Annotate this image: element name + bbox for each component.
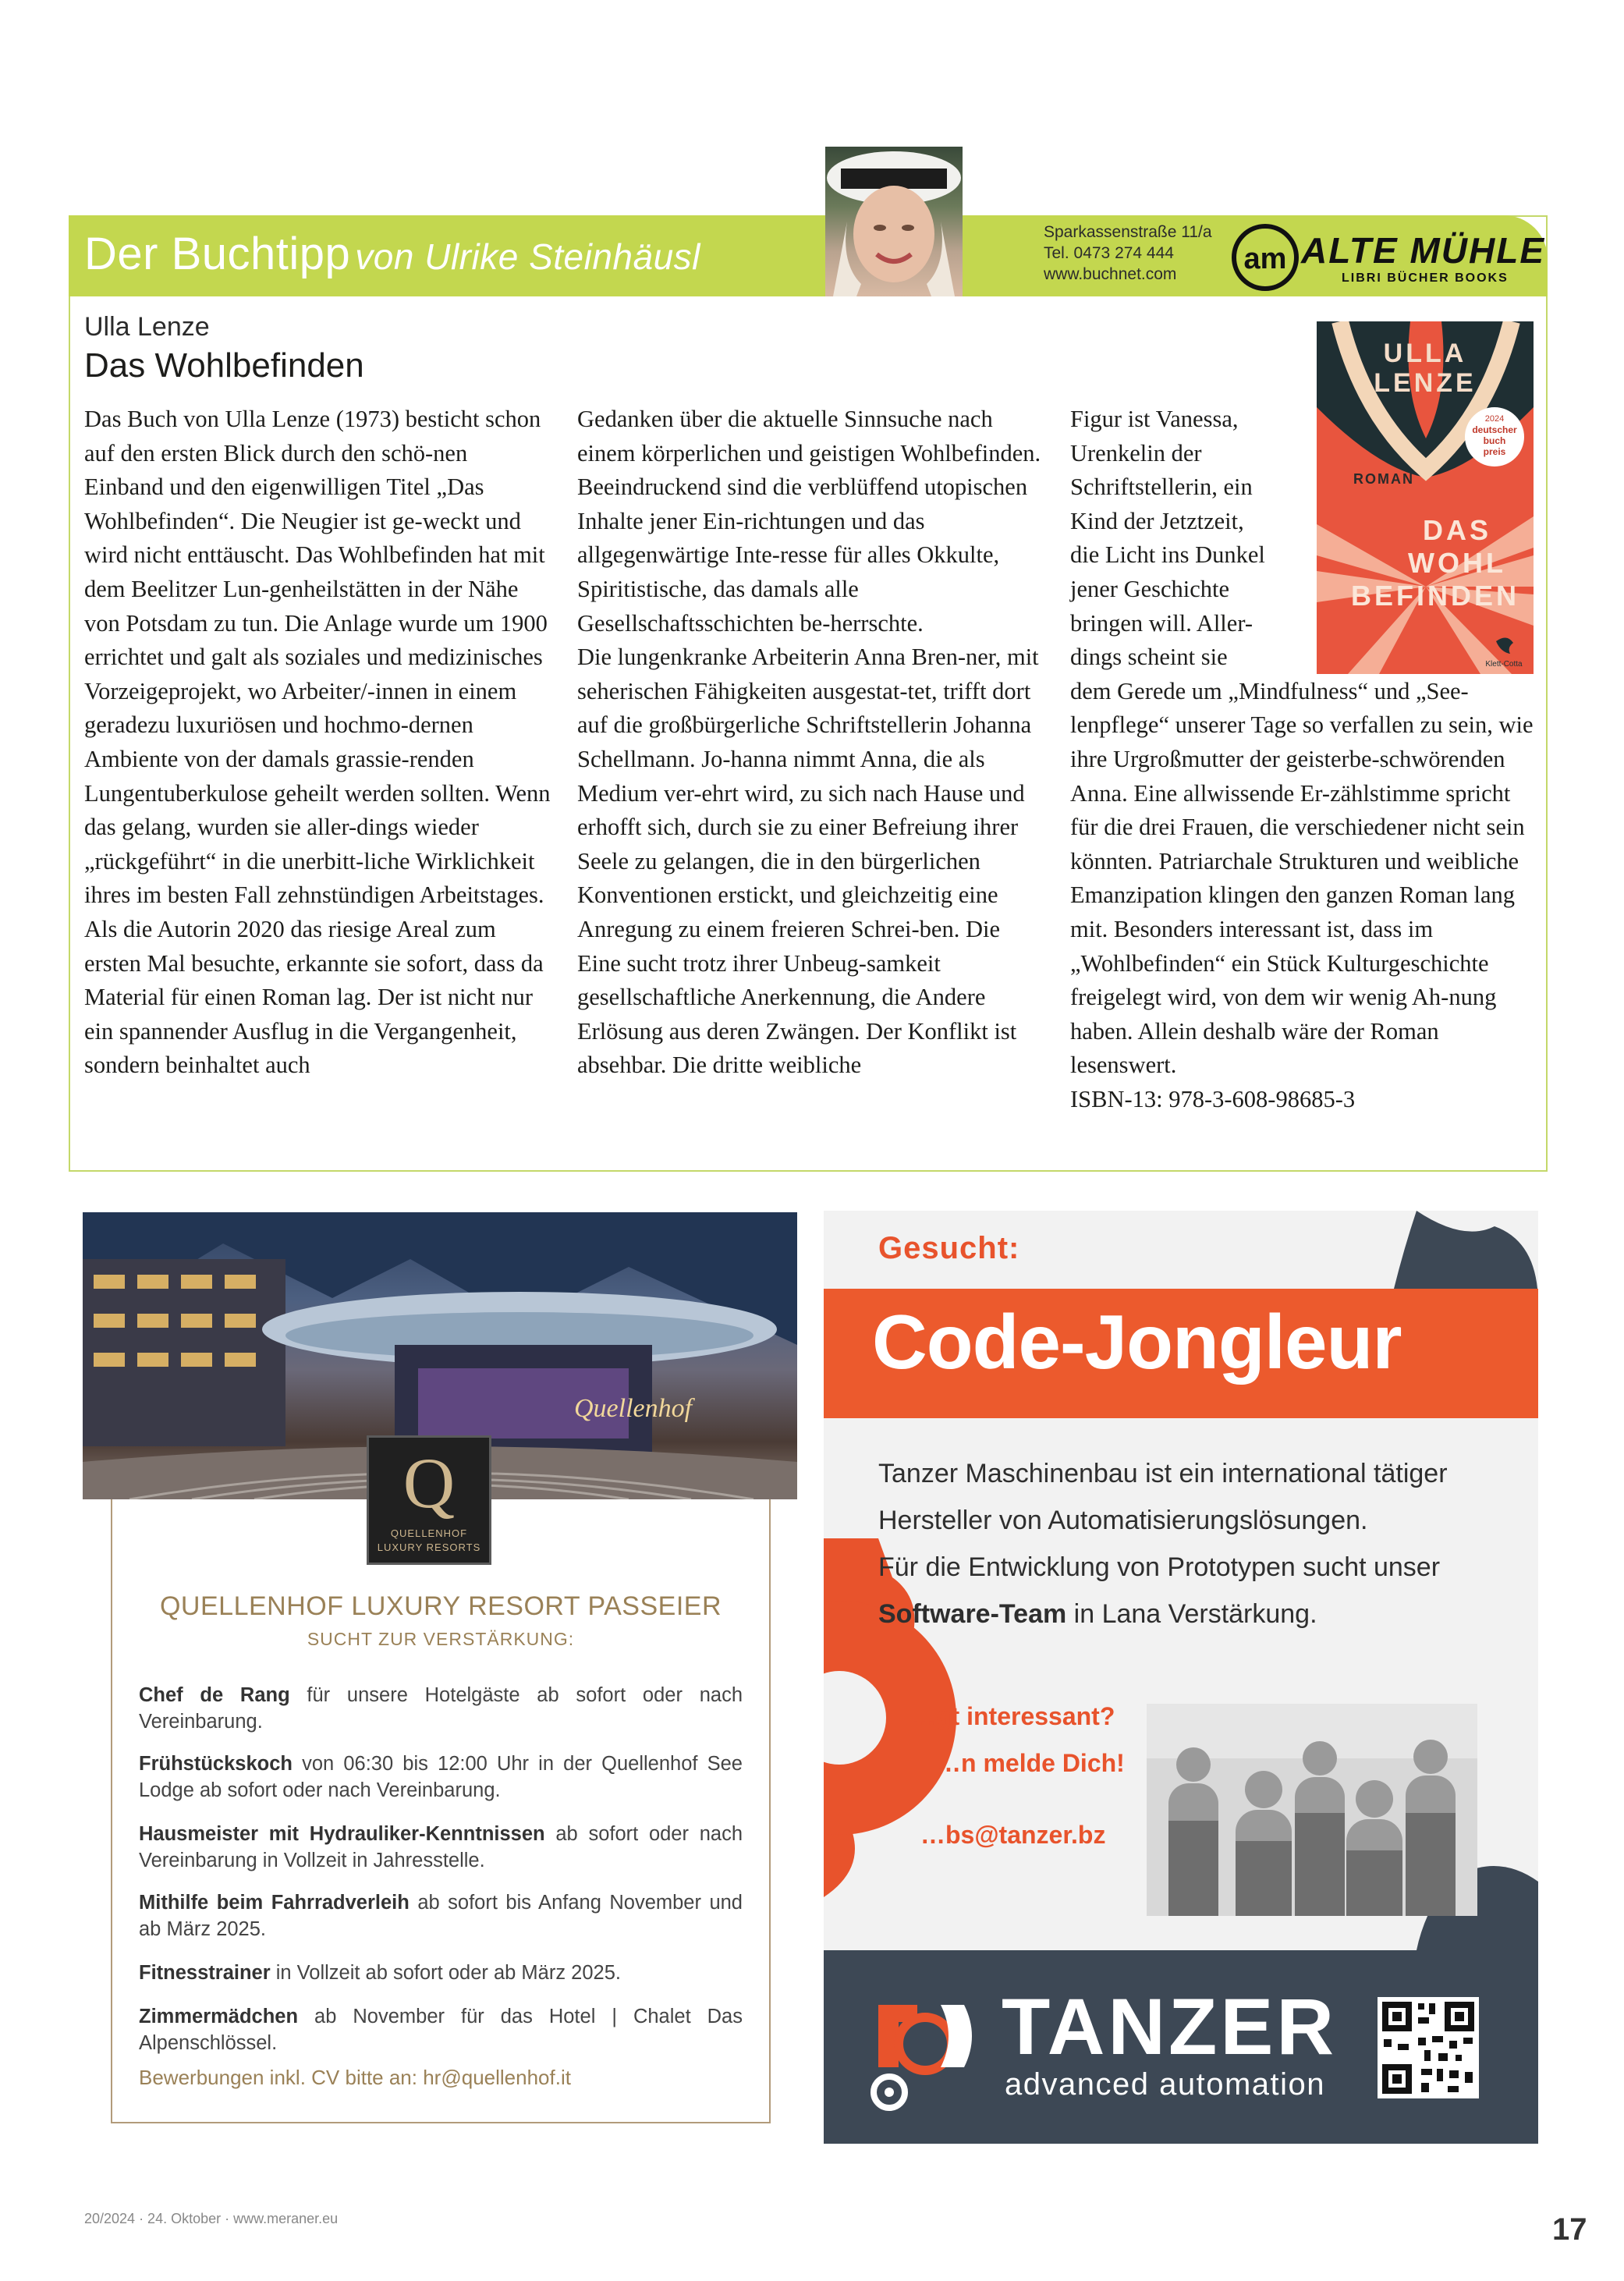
buchtipp-title-main: Der Buchtipp (84, 229, 351, 279)
cover-publisher: Klett-Cotta (1485, 660, 1523, 669)
review-paragraph: Gedanken über die aktuelle Sinnsuche nach einem körperlichen und geistigen Wohlbefinden. Beeindruckend sind die verblüffend utopischen Inhalte jener Ein-richtungen und das allgegenwärtige Inte-resse für alles Okkulte, Spiritistische, das damals alle Gesellschaftsschichten be-herrschte. (577, 406, 1041, 637)
job-role: Hausmeister mit Hydrauliker-Kenntnissen (139, 1823, 545, 1845)
review-line: die Licht ins Dunkel (1070, 541, 1265, 569)
tanzer-body-line: Tanzer Maschinenbau ist ein international tätiger (878, 1459, 1448, 1488)
review-paragraph: Die lungenkranke Arbeiterin Anna Bren-ner, mit seherischen Fähigkeiten ausgestat-tet, trifft dort auf die großbürgerliche Schriftstellerin Johanna Schellmann. Jo-hanna nimmt Anna, die als Medium ver-ehrt wird, zu sich nach Hause und erhofft sich, durch sie zu einer Befreiung ihrer Seele zu gelangen, die in den bürgerlichen Konventionen erstickt, und gleichzeitig eine Anregung zu einem freieren Schrei-ben. Die Eine sucht trotz ihrer Unbeug-samkeit gesellschaftliche Anerkennung, die Andere Erlösung aus deren Zwängen. Der Konflikt ist absehbar. Die dritte weibliche (577, 644, 1039, 1079)
reviewer-portrait-illustration (825, 147, 963, 296)
quellenhof-apply-email[interactable]: Bewerbungen inkl. CV bitte an: hr@quellenhof.it (139, 2066, 571, 2089)
job-role: Fitnesstrainer (139, 1962, 271, 1984)
tanzer-body-line: Für die Entwicklung von Prototypen sucht unser (878, 1552, 1441, 1582)
hotel-sign: Quellenhof (574, 1394, 693, 1423)
review-paragraph: dem Gerede um „Mindfulness“ und „See-lenpflege“ unserer Tage so verfallen zu sein, wie ihre Urgroßmutter der geisterbe-schwörenden Anna. Eine allwissende Er-zählstimme spricht für die drei Frauen, die verschiedener nicht sein könnten. Patriarchale Strukturen und weibliche Emanzipation klingen den ganzen Roman lang mit. Besonders interessant ist, dass im „Wohlbefinden“ ein Stück Kulturgeschichte freigelegt wird, von dem wir wenig Ah-nung haben. Allein deshalb wäre der Roman lesenswert. (1070, 677, 1534, 1079)
logo-mark: am (1243, 243, 1287, 275)
team-photo-illustration (1147, 1704, 1477, 1916)
qr-code-icon[interactable] (1378, 1997, 1479, 2098)
job-role: Zimmermädchen (139, 2006, 299, 2027)
shop-address-street: Sparkassenstraße 11/a (1044, 223, 1212, 241)
tanzer-cta-contact: …n melde Dich! (936, 1749, 1125, 1777)
job-listing (139, 1889, 743, 1942)
cover-title-line3: BEFINDEN (1350, 580, 1520, 612)
page-footer-issue: 20/2024 · 24. Oktober · www.meraner.eu (84, 2211, 339, 2226)
review-paragraph: Als die Autorin 2020 das riesige Areal zum ersten Mal besuchte, erkannte sie sofort, dass da Material für einen Roman lag. Der ist nicht nur ein spannender Ausflug in die Vergangenheit, sondern beinhaltet auch (84, 915, 544, 1079)
review-line: dings scheint sie (1070, 644, 1228, 671)
cover-badge-line3: buch (1483, 435, 1506, 446)
cover-title-line2: WOHL (1408, 547, 1506, 579)
review-line: bringen will. Aller- (1070, 609, 1253, 637)
buchtipp-byline: von Ulrike Steinhäusl (355, 236, 700, 277)
review-column-1 (84, 403, 552, 1083)
review-paragraph: Das Buch von Ulla Lenze (1973) besticht schon auf den ersten Blick durch den schö-nen Einband und den eigenwilligen Titel „Das Wohlbefinden“. Die Neugier ist ge-weckt und wird nicht enttäuscht. Das Wohlbefinden hat mit dem Beelitzer Lun-genheilstätten in der Nähe von Potsdam zu tun. Die Anlage wurde um 1900 errichtet und galt als soziales und medizinisches Vorzeigeprojekt, wo Arbeiter/-innen in einem geradezu luxuriösen und hochmo-dernen Ambiente von der damals grassie-renden Lungentuberkulose geheilt werden sollten. Wenn das gelang, wurden sie aller-dings wieder „rückgeführt“ in die unerbitt-liche Wirklichkeit ihres im besten Fall zehnstündigen Arbeitstages. (84, 406, 551, 909)
shop-address-web[interactable]: www.buchnet.com (1044, 265, 1177, 283)
job-details: für unsere Hotelgäste ab sofort oder nach Vereinbarung. (139, 1684, 743, 1733)
reviewer-photo (825, 147, 963, 296)
review-line: Kind der Jetztzeit, (1070, 507, 1244, 534)
job-listing (139, 2003, 743, 2056)
tanzer-body-rest: in Lana Verstärkung. (1066, 1599, 1317, 1629)
quellenhof-title: QUELLENHOF LUXURY RESORT PASSEIER (159, 1591, 722, 1621)
job-role: Chef de Rang (139, 1684, 290, 1706)
shop-address-phone: Tel. 0473 274 444 (1044, 244, 1174, 262)
tanzer-cta-question: …gt interessant? (911, 1702, 1115, 1730)
cover-author-line1: ULLA (1383, 339, 1467, 368)
job-details: ab November für das Hotel | Chalet Das Alpenschlössel. (139, 2006, 743, 2054)
tanzer-headline: Code-Jongleur (872, 1299, 1402, 1385)
job-details: in Vollzeit ab sofort oder ab März 2025. (270, 1962, 621, 1984)
shop-name: ALTE MÜHLE (1301, 230, 1546, 271)
book-cover-art (1317, 321, 1534, 674)
tanzer-gesucht: Gesucht: (878, 1231, 1020, 1265)
review-line: Urenkelin der (1070, 439, 1202, 466)
job-listing (139, 1821, 743, 1874)
page-number: 17 (1552, 2212, 1587, 2247)
tanzer-brand: TANZER (1002, 1982, 1338, 2071)
cover-title-line1: DAS (1422, 514, 1492, 546)
review-line: Figur ist Vanessa, (1070, 406, 1239, 432)
job-details: von 06:30 bis 12:00 Uhr in der Quellenhof See Lodge ab sofort oder nach Vereinbarung. (139, 1753, 743, 1801)
shop-address (1044, 222, 1212, 285)
quellenhof-logo-letter: Q (402, 1443, 456, 1523)
job-role: Mithilfe beim Fahrradverleih (139, 1892, 410, 1914)
quellenhof-logo-line2: LUXURY RESORTS (377, 1541, 481, 1553)
cover-author-line2: LENZE (1374, 368, 1477, 398)
shop-subtitle: LIBRI BÜCHER BOOKS (1342, 271, 1509, 285)
quellenhof-subtitle: SUCHT ZUR VERSTÄRKUNG: (307, 1629, 575, 1649)
tanzer-body-line (878, 1599, 1317, 1630)
job-details: ab sofort bis Anfang November und ab März 2025. (139, 1892, 743, 1940)
job-details: ab sofort oder nach Vereinbarung in Vollzeit in Jahresstelle. (139, 1823, 743, 1871)
review-column-2 (577, 403, 1045, 1083)
job-listing (139, 1751, 743, 1804)
quellenhof-logo-line1: QUELLENHOF (390, 1527, 468, 1539)
tanzer-tagline: advanced automation (1005, 2067, 1325, 2102)
buchtipp-title (84, 228, 700, 280)
job-listing (139, 1682, 743, 1735)
book-author: Ulla Lenze (84, 312, 210, 342)
book-cover (1317, 321, 1534, 674)
isbn: ISBN-13: 978-3-608-98685-3 (1070, 1085, 1356, 1112)
qr-code-pattern (1378, 1997, 1479, 2098)
job-listing (139, 1960, 743, 1986)
cover-badge-line1: 2024 (1484, 414, 1505, 424)
cover-badge-line2: deutscher (1472, 424, 1517, 435)
job-role: Frühstückskoch (139, 1753, 293, 1775)
cover-genre: ROMAN (1353, 471, 1414, 487)
tanzer-team-name: Software-Team (878, 1599, 1067, 1629)
book-title: Das Wohlbefinden (84, 346, 364, 385)
tanzer-email[interactable]: …bs@tanzer.bz (920, 1821, 1106, 1849)
tanzer-team-photo (1147, 1704, 1477, 1916)
review-line: Schriftstellerin, ein (1070, 474, 1253, 501)
review-line: jener Geschichte (1070, 575, 1230, 602)
cover-badge-line4: preis (1483, 446, 1506, 457)
tanzer-body-line: Hersteller von Automatisierungslösungen. (878, 1506, 1368, 1535)
